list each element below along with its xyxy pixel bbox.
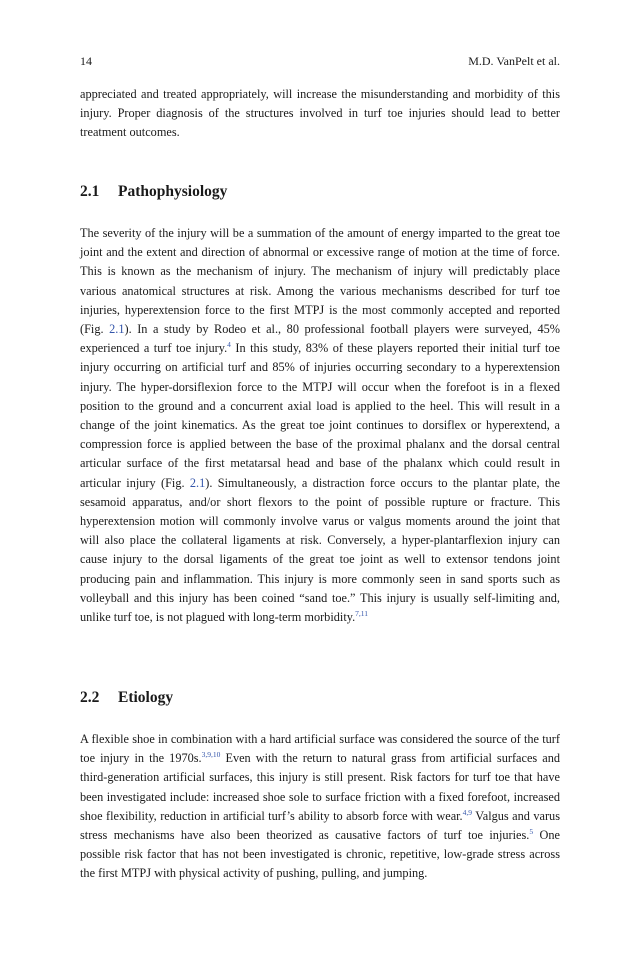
text-segment: ). In a study by Rodeo et al., 80 professional football players were surveyed, 45% experienced a turf toe injury. <box>80 322 560 356</box>
section-title: Pathophysiology <box>118 183 228 200</box>
section-number: 2.1 <box>80 183 100 200</box>
section-heading-etiology <box>80 688 560 708</box>
section-heading-pathophysiology <box>80 182 560 202</box>
text-segment: ). Simultaneously, a distraction force occurs to the plantar plate, the sesamoid apparatus, and/or short flexors to the point of possible rupture or fracture. This hyperextension motion will commonly involve varus or valgus moments around the joint that will also place the collateral ligaments at risk. Conversely, a hyper-plantarflexion injury can cause injury to the dorsal ligaments of the great toe joint as well to extensor tendons joint producing pain and inflammation. This injury is more commonly seen in sand sports such as volleyball and this injury has been coined “sand toe.” This injury is usually self-limiting and, unlike turf toe, is not plagued with long-term morbidity. <box>80 475 560 625</box>
citation-link[interactable]: 4 <box>227 340 231 350</box>
text-segment: The severity of the injury will be a summation of the amount of energy imparted to the great toe joint and the extent and direction of abnormal or excessive range of motion at the time of force. This is known as the mechanism of injury. The mechanism of injury will predictably place various anatomical structures at risk. Among the various mechanisms described for turf toe injuries, hyperextension force to the first MTPJ is the most commonly accepted and reported (Fig. <box>80 226 560 337</box>
figure-reference-link[interactable]: 2.1 <box>109 322 125 337</box>
pathophysiology-paragraph <box>80 224 560 627</box>
figure-reference-link[interactable]: 2.1 <box>189 475 206 490</box>
running-header <box>80 54 560 70</box>
text-segment: In this study, 83% of these players reported their initial turf toe injury occurring on artificial turf and 85% of injuries occurring secondary to a hyperextension injury. The hyper-dorsiflexion force to the MTPJ will occur when the forefoot is in a flexed position to the ground and a concurrent axial load is applied to the heel. This will result in a change of the joint kinematics. As the great toe joint continues to dorsiflex or hyperextend, a compression force is applied between the base of the proximal phalanx and the dorsal central articular surface of the first metatarsal head and base of the phalanx which could result in articular injury (Fig. <box>80 341 560 490</box>
citation-link[interactable]: 5 <box>529 827 534 837</box>
citation-link[interactable]: 7,11 <box>355 609 369 619</box>
etiology-paragraph <box>80 730 560 884</box>
section-title: Etiology <box>118 689 174 706</box>
text-segment: Valgus and varus stress mechanisms have also been theorized as causative factors of turf toe injuries. <box>80 808 560 843</box>
citation-link[interactable]: 4,9 <box>462 807 473 817</box>
text-segment: Even with the return to natural grass from artificial surfaces and third-generation artificial surfaces, this injury is still present. Risk factors for turf toe that have been investigated include: increased shoe sole to surface friction with a fixed forefoot, increased shoe flexibility, reduction in artificial turf’s ability to absorb force with wear. <box>80 751 560 823</box>
section-number: 2.2 <box>80 689 100 706</box>
text-segment: A flexible shoe in combination with a hard artificial surface was considered the source of the turf toe injury in the 1970s. <box>80 732 560 766</box>
citation-link[interactable]: 3,9,10 <box>201 750 221 760</box>
page-number: 14 <box>80 54 92 68</box>
intro-paragraph: appreciated and treated appropriately, will increase the misunderstanding and morbidity of this injury. Proper diagnosis of the structures involved in turf toe injuries should lead to better treatment outcomes. <box>80 87 560 140</box>
text-segment: One possible risk factor that has not been investigated is chronic, repetitive, low-grade stress across the first MTPJ with physical activity of pushing, pulling, and jumping. <box>80 828 560 881</box>
running-author: M.D. VanPelt et al. <box>468 54 560 68</box>
